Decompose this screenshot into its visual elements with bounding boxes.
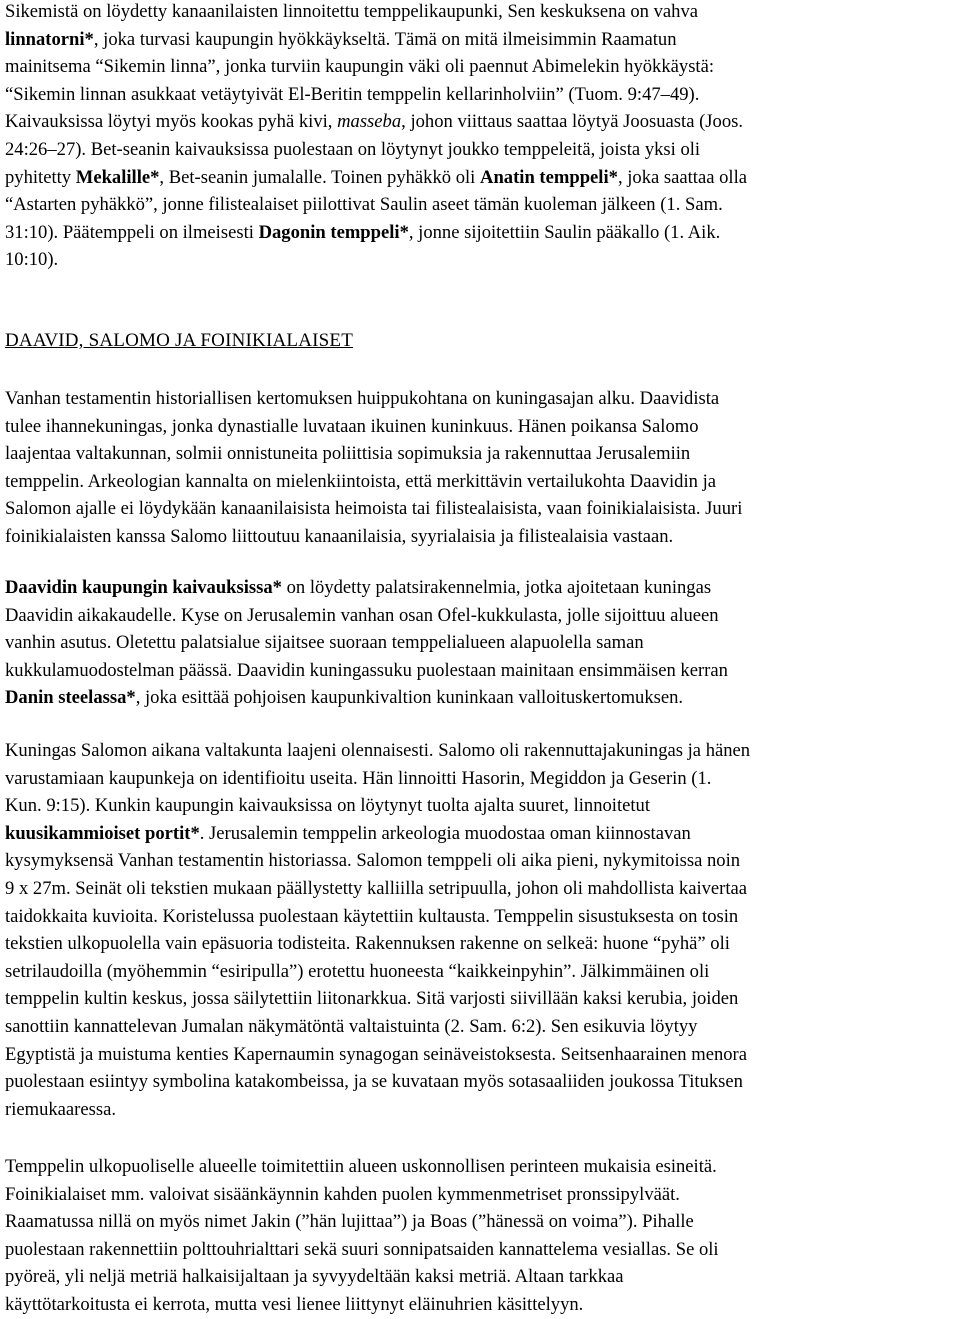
paragraph-intro <box>5 385 960 551</box>
text-line: Temppelin ulkopuoliselle alueelle toimitettiin alueen uskonnollisen perinteen mukaisia esineitä. <box>5 1156 717 1177</box>
text-line: Raamatussa nillä on myös nimet Jakin (”hän lujittaa”) ja Boas (”hänessä on voima”). Pihalle <box>5 1211 694 1233</box>
text-line: pyöreä, yli neljä metriä halkaisijaltaan ja syvyydeltään kaksi metriä. Altaan tarkkaa <box>5 1266 624 1288</box>
text-line: linnatorni*, joka turvasi kaupungin hyökkäykseltä. Tämä on mitä ilmeisimmin Raamatun <box>5 28 677 50</box>
text-line: kukkulamuodostelman päässä. Daavidin kuningassuku puolestaan mainitaan ensimmäisen kerran <box>5 659 728 681</box>
text-line: “Sikemin linnan asukkaat vetäytyivät El-Beritin temppelin kellarinholviin” (Tuom. 9:47–49). <box>5 83 700 105</box>
bold-term: Dagonin temppeli* <box>258 221 409 243</box>
text-line: taidokkaita kuvioita. Koristelussa puolestaan käytettiin kultausta. Temppelin sisustuksesta on tosin <box>5 905 739 927</box>
section-heading: DAAVID, SALOMO JA FOINIKIALAISET <box>5 330 354 351</box>
text-line: 24:26–27). Bet-seanin kaivauksissa puolestaan on löytynyt joukko temppeleitä, joista yksi oli <box>5 138 701 160</box>
text-line: Kun. 9:15). Kunkin kaupungin kaivauksissa on löytynyt tuolta ajalta suuret, linnoitetut <box>5 795 651 817</box>
text-line: foinikialaisten kanssa Salomo liittoutuu kanaanilaisia, syyrialaisia ja filistealaisia vastaan. <box>5 525 674 547</box>
text-line: puolestaan esiintyy symbolina katakombeissa, ja se kuvataan myös sotasaaliiden joukossa Tituksen <box>5 1071 743 1093</box>
text-line: varustamiaan kaupunkeja on identifioitu useita. Hän linnoitti Hasorin, Megiddon ja Geserin (1. <box>5 767 712 789</box>
text-line: puolestaan rakennettiin polttouhrialttari sekä suuri sonnipatsaiden kannattelema vesiallas. Se oli <box>5 1238 719 1260</box>
text-line: sanottiin kannattelevan Jumalan näkymätöntä valtaistuinta (2. Sam. 6:2). Sen esikuvia löytyy <box>5 1015 698 1037</box>
italic-term: masseba <box>337 111 402 133</box>
text-line: Vanhan testamentin historiallisen kertomuksen huippukohtana on kuningasajan alku. Daavidista <box>5 388 720 409</box>
bold-term: Mekalille* <box>75 166 160 188</box>
text-line: kysymyksensä Vanhan testamentin historiassa. Salomon temppeli oli aika pieni, nykymitoissa noin <box>5 850 741 872</box>
text-line: Daavidin aikakaudelle. Kyse on Jerusalemin vanhan osan Ofel-kukkulasta, jolle sijoittuu alueen <box>5 604 719 626</box>
paragraph-daavid <box>5 574 960 712</box>
text-line: Danin steelassa*, joka esittää pohjoisen kaupunkivaltion kuninkaan valloituskertomuksen. <box>5 687 684 709</box>
paragraph-salomo <box>5 737 960 1123</box>
text-line: temppelin. Arkeologian kannalta on mielenkiintoista, että merkittävin vertailukohta Daavidin ja <box>5 470 717 492</box>
text-line: käyttötarkoitusta ei kerrota, mutta vesi lienee liittynyt eläinuhrien käsittelyyn. <box>5 1293 584 1315</box>
text-line: vanhin asutus. Oletettu palatsialue sijaitsee suoraan temppelialueen alapuolella saman <box>5 632 644 654</box>
text-line: riemukaaressa. <box>5 1098 116 1120</box>
text-line: Kuningas Salomon aikana valtakunta laajeni olennaisesti. Salomo oli rakennuttajakuningas ja hänen <box>5 740 751 761</box>
text-line: 31:10). Päätemppeli on ilmeisesti Dagonin temppeli*, jonne sijoitettiin Saulin pääkallo (1. Aik. <box>5 221 721 243</box>
text-line: setrilaudoilla (myöhemmin “esiripulla”) erotettu huoneesta “kaikkeinpyhin”. Jälkimmäinen oli <box>5 960 710 982</box>
text-line: Egyptistä ja muistuma kenties Kapernaumin synagogan seinäveistoksesta. Seitsenhaarainen menora <box>5 1043 747 1065</box>
text-line: Foinikialaiset mm. valoivat sisäänkäynnin kahden puolen kymmenmetriset pronssipylväät. <box>5 1183 680 1205</box>
text-line: tulee ihannekuningas, jonka dynastialle luvataan ikuinen kuninkuus. Hänen poikansa Salomo <box>5 415 699 437</box>
paragraph-temple-courtyard <box>5 1153 960 1319</box>
text-line: kuusikammioiset portit*. Jerusalemin temppelin arkeologia muodostaa oman kiinnostavan <box>5 822 691 844</box>
bold-term: kuusikammioiset portit* <box>5 822 200 844</box>
text-line: 9 x 27m. Seinät oli tekstien mukaan päällystetty kalliilla setripuulla, johon oli mahdollista kaivertaa <box>5 877 748 899</box>
text-line: Salomon ajalle ei löydykään kanaanilaisista heimoista tai filistealaisista, vaan foinikialaisista. Juuri <box>5 498 743 520</box>
text-line: laajentaa valtakunnan, solmii onnistuneita poliittisia sopimuksia ja rakennuttaa Jerusalemiin <box>5 443 691 465</box>
text-line: “Astarten pyhäkkö”, jonne filistealaiset piilottivat Saulin aseet tämän kuoleman jälkeen (1. Sam. <box>5 194 723 216</box>
text-line: Sikemistä on löydetty kanaanilaisten linnoitettu temppelikaupunki, Sen keskuksena on vahva <box>5 1 698 22</box>
text-line: 10:10). <box>5 249 59 271</box>
bold-term: linnatorni* <box>5 28 94 50</box>
text-line: temppelin kultin keskus, jossa säilytettiin liitonarkkua. Sitä varjosti siivillään kaksi kerubia, joiden <box>5 988 739 1010</box>
text-line: Kaivauksissa löytyi myös kookas pyhä kivi, masseba, johon viittaus saattaa löytyä Joosuasta (Joos. <box>5 111 744 133</box>
text-line: tekstien ulkopuolella vain epäsuoria todisteita. Rakennuksen rakenne on selkeä: huone “pyhä” oli <box>5 933 730 955</box>
bold-term: Danin steelassa* <box>5 687 136 709</box>
bold-term: Daavidin kaupungin kaivauksissa* <box>5 577 282 598</box>
text-line: pyhitetty Mekalille*, Bet-seanin jumalalle. Toinen pyhäkkö oli Anatin temppeli*, joka saattaa olla <box>5 166 748 188</box>
paragraph-sikem <box>5 0 960 274</box>
bold-term: Anatin temppeli* <box>480 166 618 188</box>
text-line: mainitsema “Sikemin linna”, jonka turviin kaupungin väki oli paennut Abimelekin hyökkäystä: <box>5 56 715 78</box>
text-line: Daavidin kaupungin kaivauksissa* on löydetty palatsirakennelmia, jotka ajoitetaan kuningas <box>5 577 712 598</box>
